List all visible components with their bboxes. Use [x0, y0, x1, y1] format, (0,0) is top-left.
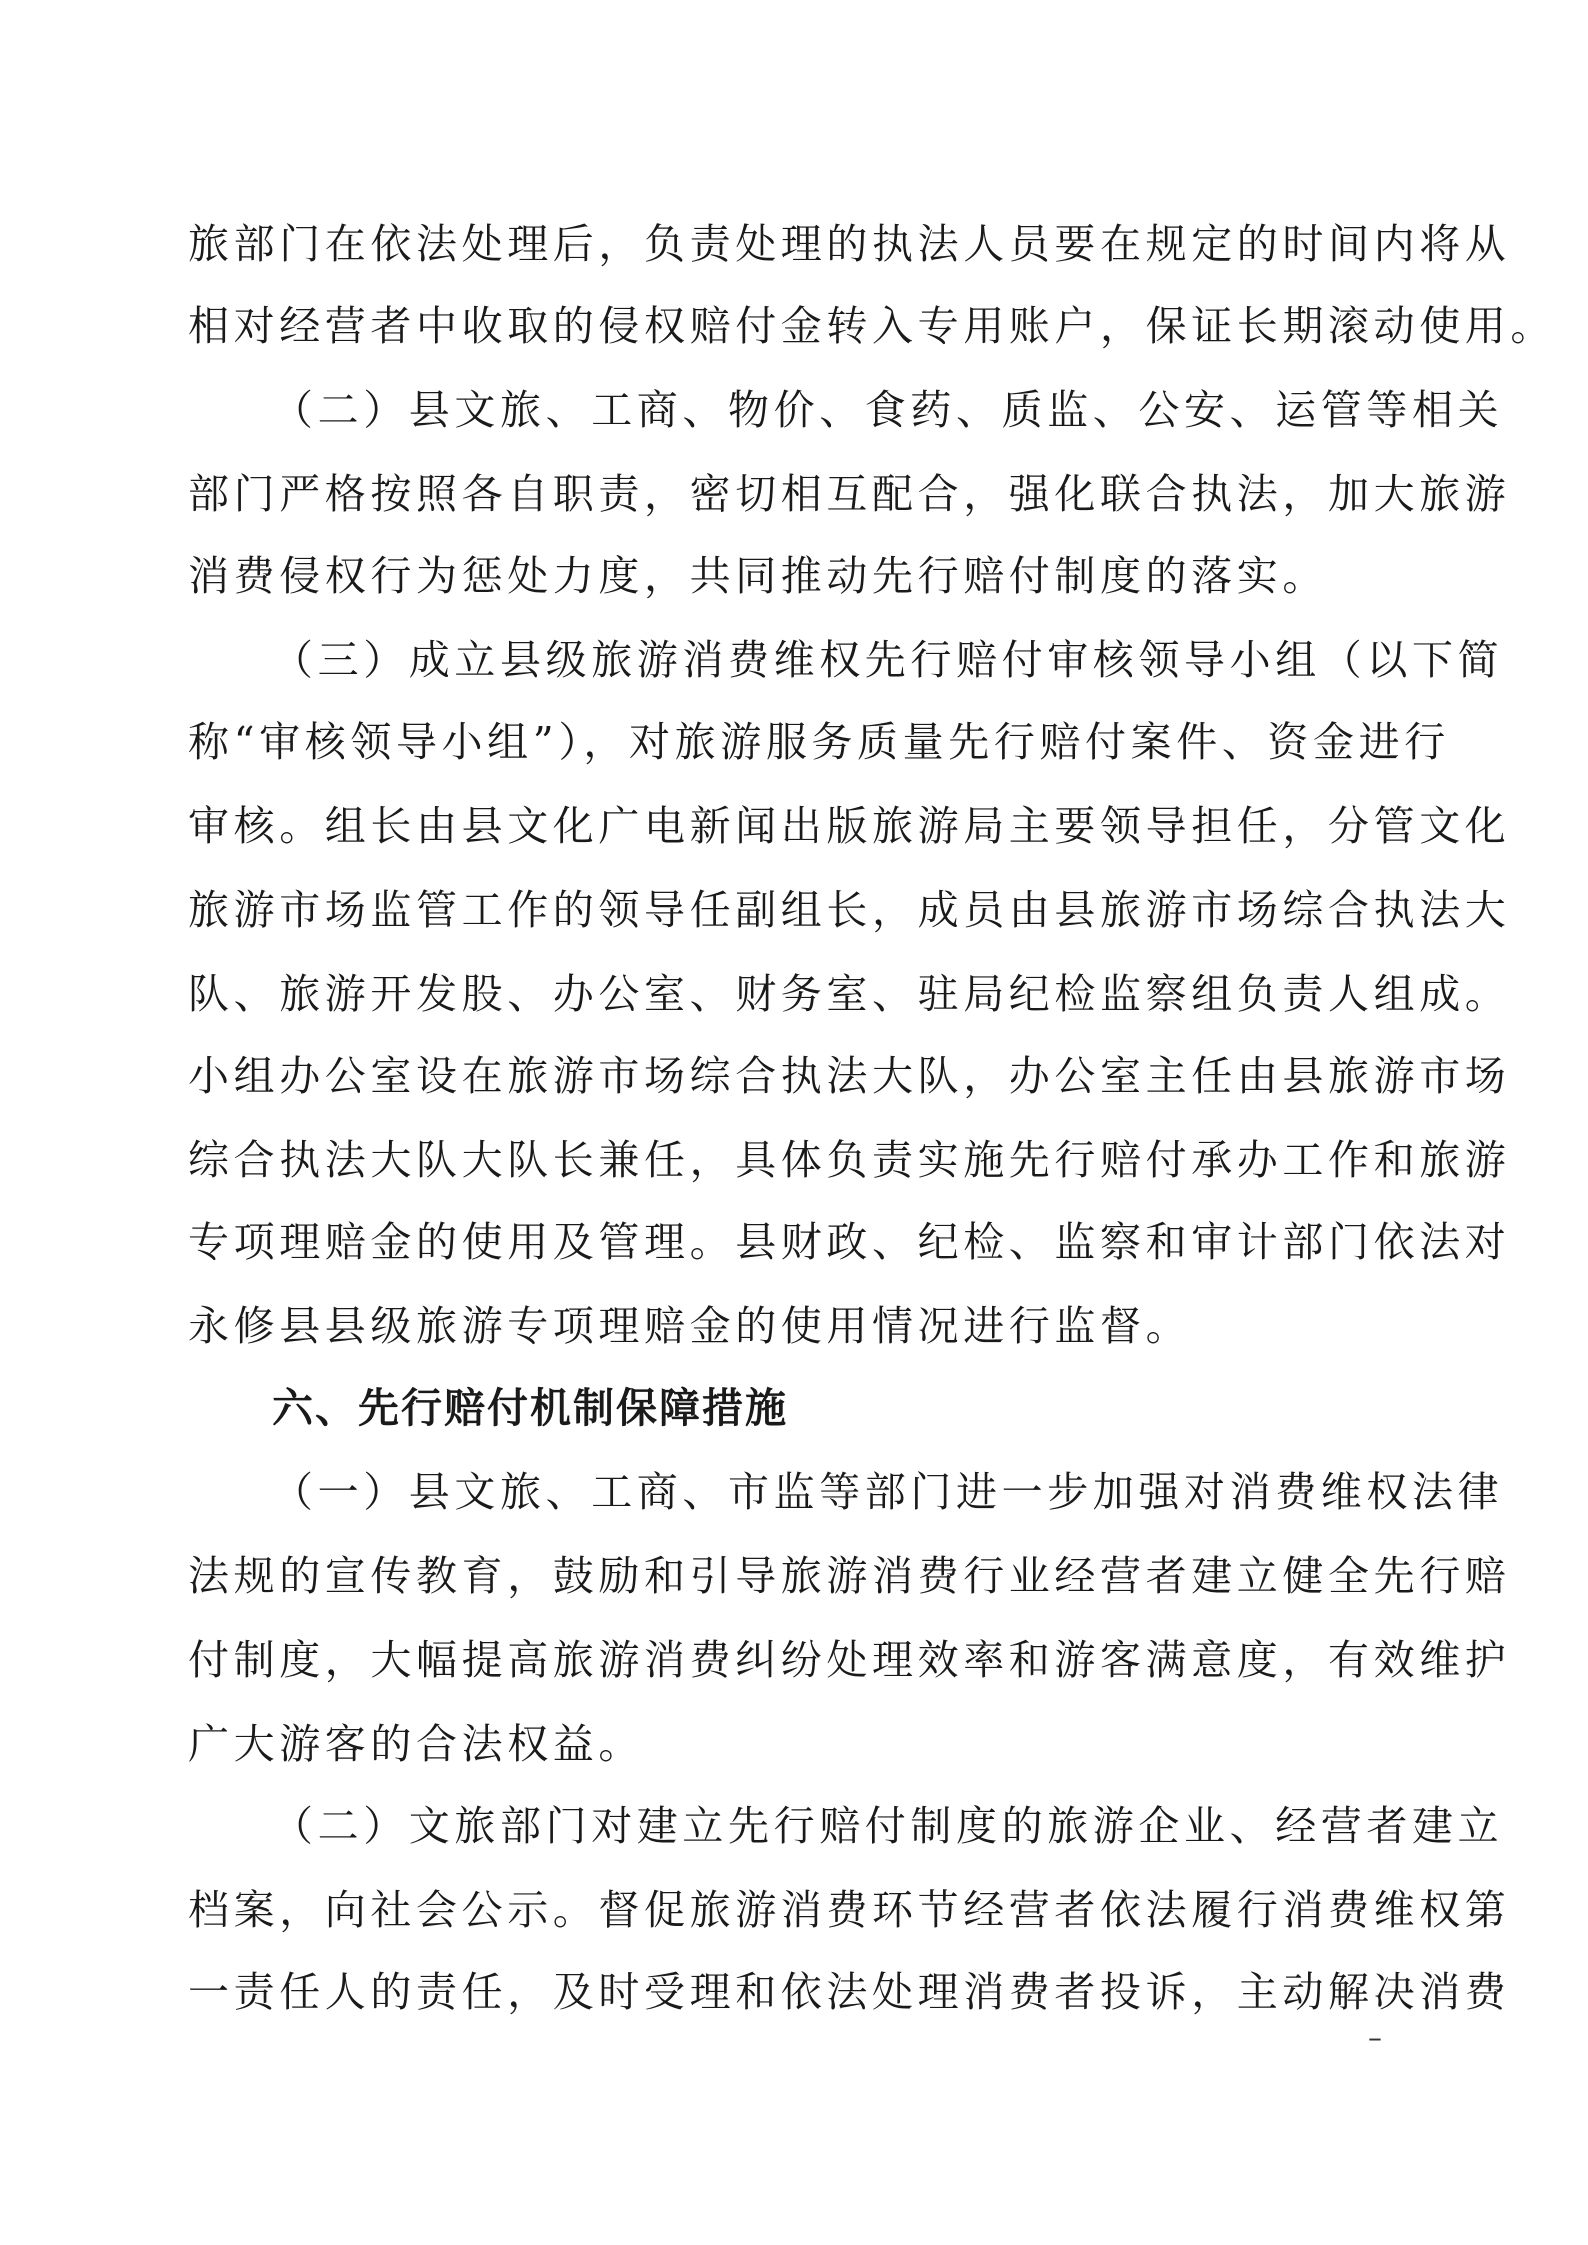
paragraph-line: 综合执法大队大队长兼任，具体负责实施先行赔付承办工作和旅游: [188, 1136, 1511, 1184]
paragraph-line: 小组办公室设在旅游市场综合执法大队，办公室主任由县旅游市场: [188, 1052, 1511, 1100]
paragraph-line: 队、旅游开发股、办公室、财务室、驻局纪检监察组负责人组成。: [188, 970, 1511, 1018]
page-number-mark: –: [1368, 2021, 1382, 2054]
paragraph-line: （一）县文旅、工商、市监等部门进一步加强对消费维权法律: [272, 1468, 1504, 1516]
paragraph-line: 称“审核领导小组”），对旅游服务质量先行赔付案件、资金进行: [188, 718, 1450, 766]
paragraph-line: 法规的宣传教育，鼓励和引导旅游消费行业经营者建立健全先行赔: [188, 1552, 1511, 1600]
section-heading: 六、先行赔付机制保障措施: [272, 1384, 788, 1432]
paragraph-line: 永修县县级旅游专项理赔金的使用情况进行监督。: [188, 1302, 1192, 1350]
paragraph-line: 专项理赔金的使用及管理。县财政、纪检、监察和审计部门依法对: [188, 1218, 1511, 1266]
paragraph-line: （二）县文旅、工商、物价、食药、质监、公安、运管等相关: [272, 386, 1504, 434]
paragraph-line: 付制度，大幅提高旅游消费纠纷处理效率和游客满意度，有效维护: [188, 1636, 1511, 1684]
paragraph-line: 相对经营者中收取的侵权赔付金转入专用账户，保证长期滚动使用。: [188, 302, 1556, 350]
paragraph-line: 一责任人的责任，及时受理和依法处理消费者投诉，主动解决消费: [188, 1968, 1511, 2016]
paragraph-line: 广大游客的合法权益。: [188, 1720, 644, 1768]
paragraph-line: （二）文旅部门对建立先行赔付制度的旅游企业、经营者建立: [272, 1802, 1504, 1850]
paragraph-line: 审核。组长由县文化广电新闻出版旅游局主要领导担任，分管文化: [188, 802, 1511, 850]
paragraph-line: 消费侵权行为惩处力度，共同推动先行赔付制度的落实。: [188, 552, 1328, 600]
paragraph-line: 档案，向社会公示。督促旅游消费环节经营者依法履行消费维权第: [188, 1886, 1511, 1934]
paragraph-line: 旅游市场监管工作的领导任副组长，成员由县旅游市场综合执法大: [188, 886, 1511, 934]
paragraph-line: 旅部门在依法处理后，负责处理的执法人员要在规定的时间内将从: [188, 220, 1511, 268]
paragraph-line: （三）成立县级旅游消费维权先行赔付审核领导小组（以下简: [272, 636, 1504, 684]
paragraph-line: 部门严格按照各自职责，密切相互配合，强化联合执法，加大旅游: [188, 470, 1511, 518]
